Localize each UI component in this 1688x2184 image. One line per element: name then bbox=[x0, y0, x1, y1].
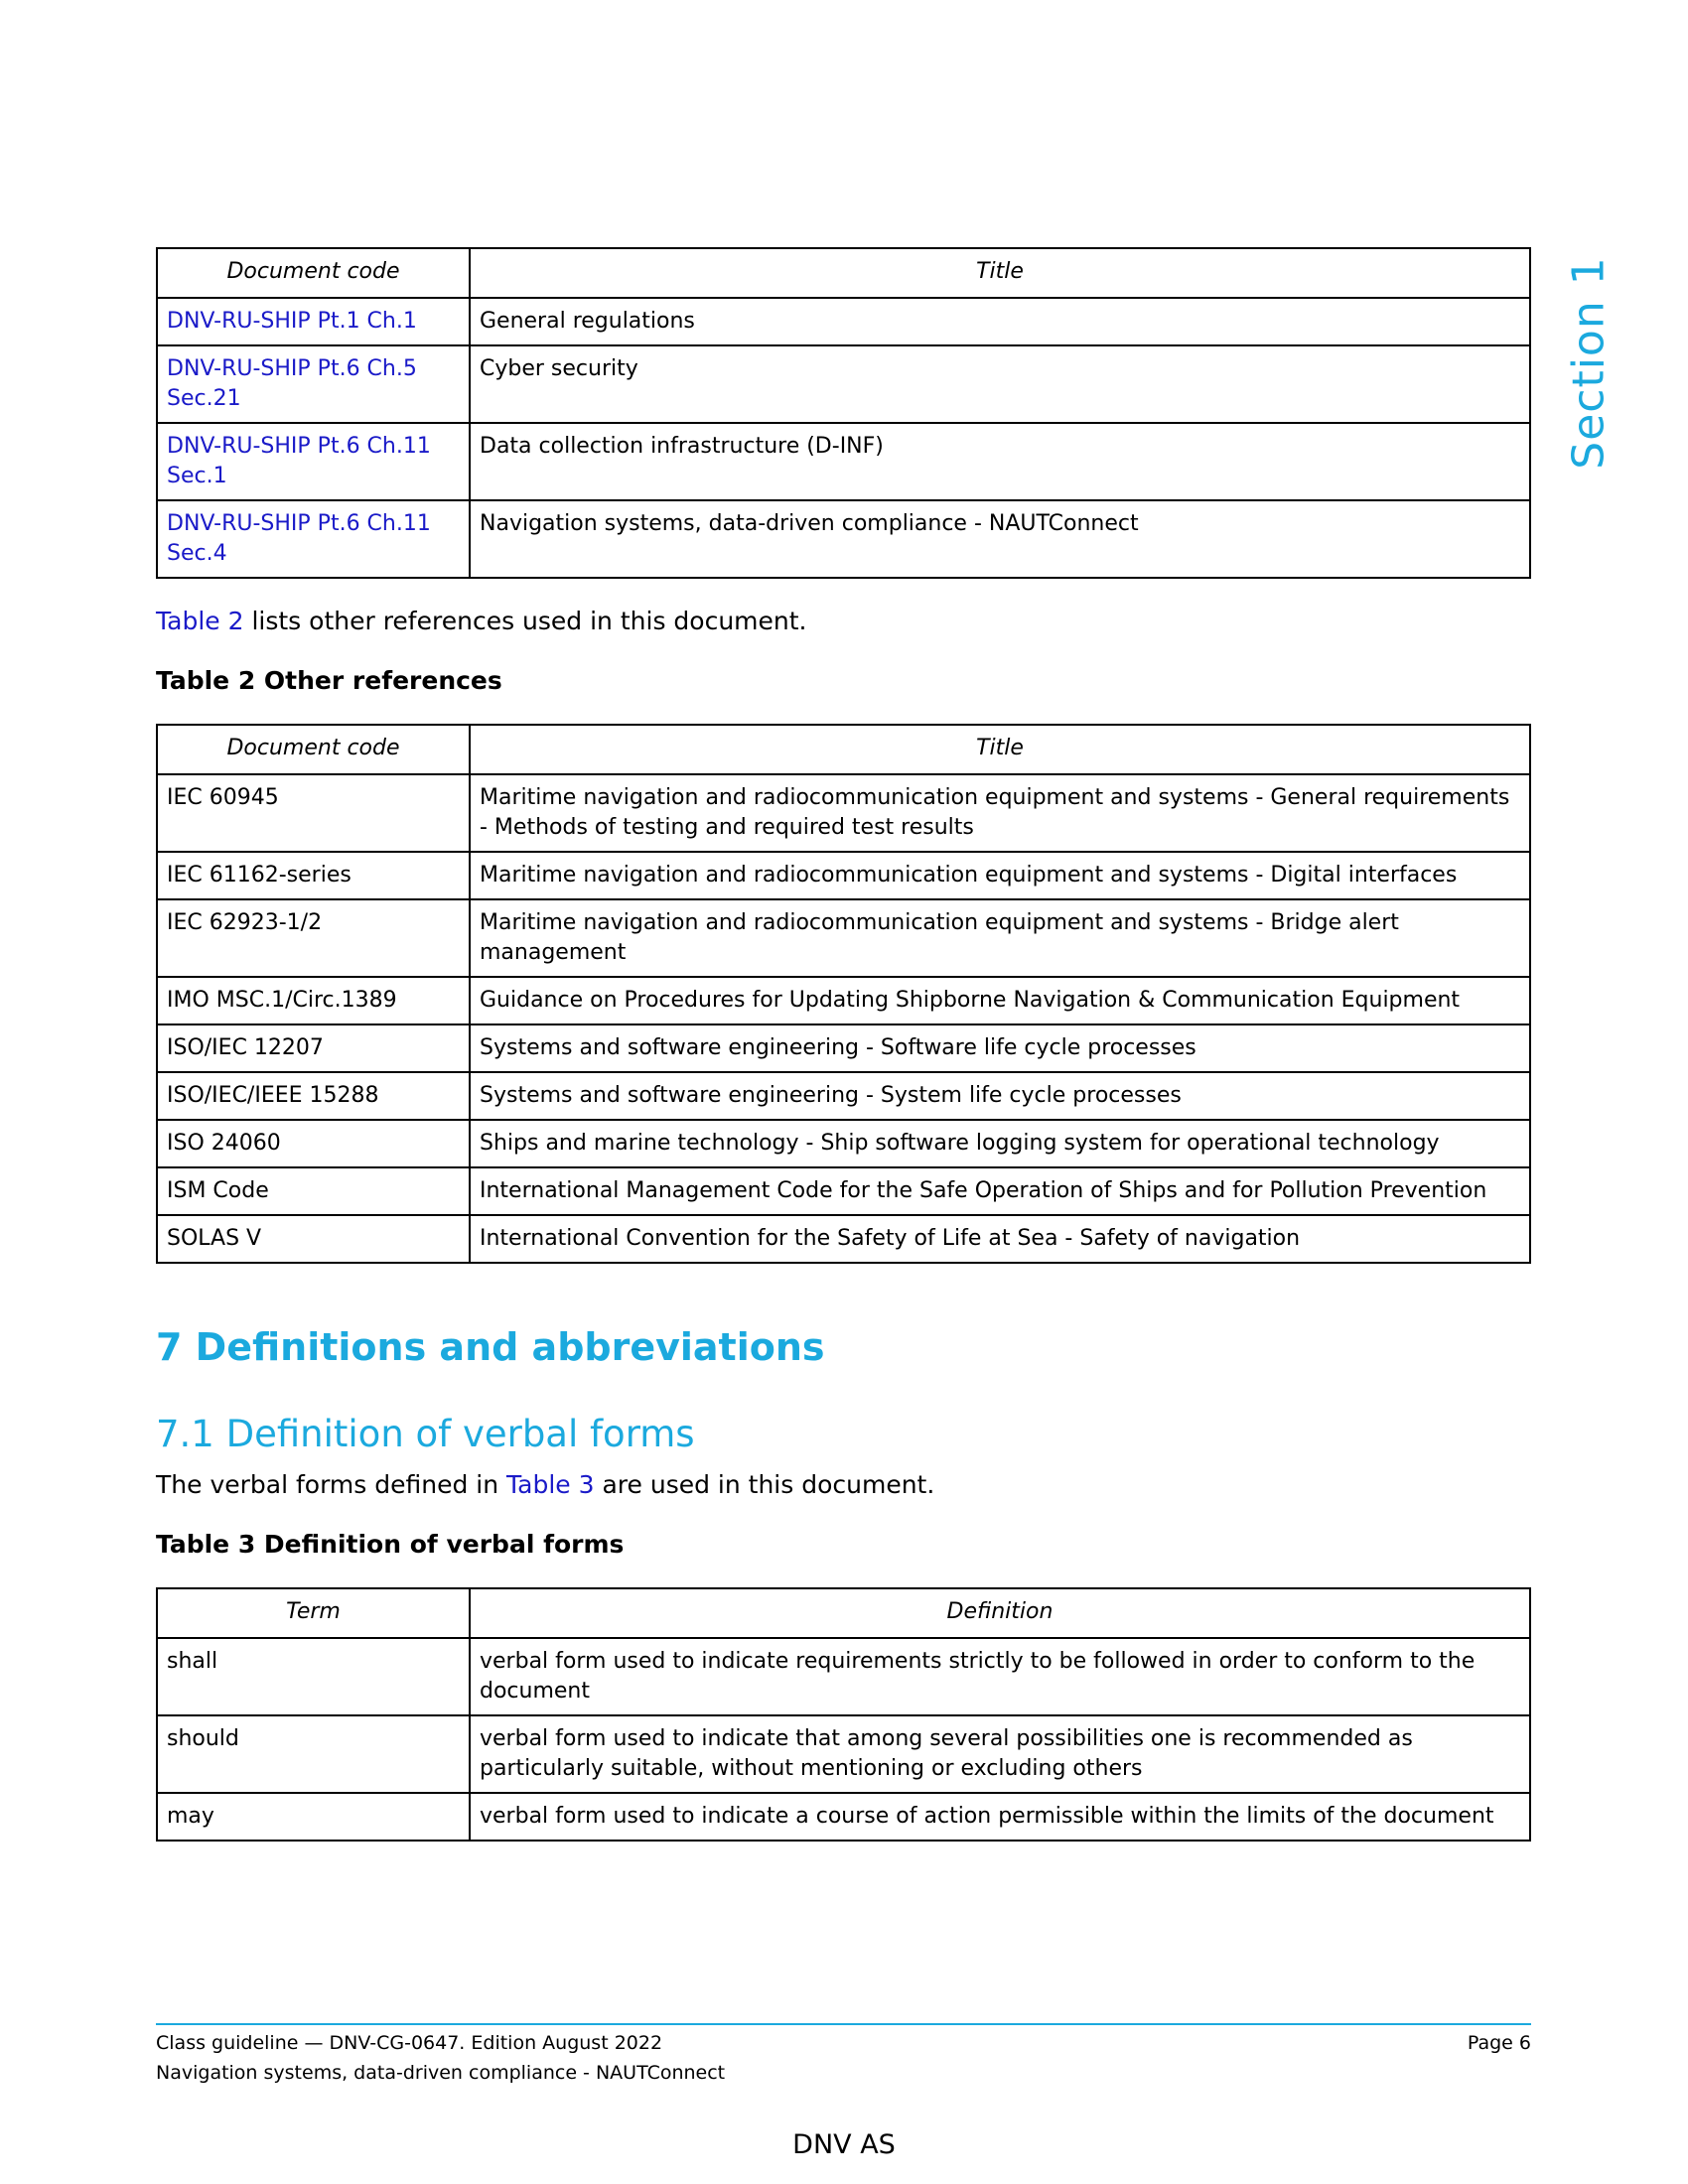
document-title: Maritime navigation and radiocommunication equipment and systems - Bridge alert management bbox=[470, 899, 1530, 977]
column-header-title: Title bbox=[470, 248, 1530, 298]
definition: verbal form used to indicate requirements strictly to be followed in order to conform to the document bbox=[470, 1638, 1530, 1715]
table-row bbox=[157, 1215, 1530, 1263]
document-title: International Management Code for the Safe Operation of Ships and for Pollution Prevention bbox=[470, 1167, 1530, 1215]
document-title: General regulations bbox=[470, 298, 1530, 345]
document-code-link[interactable]: DNV-RU-SHIP Pt.6 Ch.11 Sec.1 bbox=[157, 423, 470, 500]
column-header-code: Document code bbox=[157, 725, 470, 774]
other-references-table bbox=[156, 724, 1531, 1264]
company-name: DNV AS bbox=[792, 2129, 896, 2160]
table-row bbox=[157, 1793, 1530, 1841]
table-row bbox=[157, 298, 1530, 345]
table-header-row bbox=[157, 248, 1530, 298]
document-code: SOLAS V bbox=[157, 1215, 470, 1263]
document-title: Guidance on Procedures for Updating Shipborne Navigation & Communication Equipment bbox=[470, 977, 1530, 1024]
table-row bbox=[157, 852, 1530, 899]
table-row bbox=[157, 977, 1530, 1024]
document-title: Cyber security bbox=[470, 345, 1530, 423]
column-header-code: Document code bbox=[157, 248, 470, 298]
subsection-heading: 7.1 Definition of verbal forms bbox=[156, 1413, 695, 1455]
table-row bbox=[157, 1120, 1530, 1167]
document-code: ISO 24060 bbox=[157, 1120, 470, 1167]
document-code-link[interactable]: DNV-RU-SHIP Pt.6 Ch.11 Sec.4 bbox=[157, 500, 470, 578]
table2-link[interactable]: Table 2 bbox=[156, 607, 244, 635]
footer-divider bbox=[156, 2023, 1531, 2025]
section-heading: 7 Definitions and abbreviations bbox=[156, 1325, 825, 1369]
column-header-term: Term bbox=[157, 1588, 470, 1638]
footer-guideline: Class guideline — DNV-CG-0647. Edition August 2022 bbox=[156, 2032, 663, 2054]
column-header-definition: Definition bbox=[470, 1588, 1530, 1638]
table-row bbox=[157, 345, 1530, 423]
term: may bbox=[157, 1793, 470, 1841]
column-header-title: Title bbox=[470, 725, 1530, 774]
table2-caption: Table 2 Other references bbox=[156, 666, 502, 695]
definition: verbal form used to indicate a course of action permissible within the limits of the document bbox=[470, 1793, 1530, 1841]
document-code: ISO/IEC/IEEE 15288 bbox=[157, 1072, 470, 1120]
definition: verbal form used to indicate that among several possibilities one is recommended as particularly suitable, without mentioning or excluding others bbox=[470, 1715, 1530, 1793]
table-row bbox=[157, 500, 1530, 578]
table3-caption: Table 3 Definition of verbal forms bbox=[156, 1530, 625, 1559]
table-header-row bbox=[157, 725, 1530, 774]
document-code: IEC 62923-1/2 bbox=[157, 899, 470, 977]
document-title: International Convention for the Safety of Life at Sea - Safety of navigation bbox=[470, 1215, 1530, 1263]
document-title: Systems and software engineering - System life cycle processes bbox=[470, 1072, 1530, 1120]
document-code-link[interactable]: DNV-RU-SHIP Pt.6 Ch.5 Sec.21 bbox=[157, 345, 470, 423]
term: should bbox=[157, 1715, 470, 1793]
table-row bbox=[157, 1072, 1530, 1120]
footer-document-title: Navigation systems, data-driven compliance - NAUTConnect bbox=[156, 2062, 726, 2084]
document-code: IEC 61162-series bbox=[157, 852, 470, 899]
page-number: Page 6 bbox=[1467, 2032, 1531, 2054]
table-row bbox=[157, 423, 1530, 500]
document-title: Maritime navigation and radiocommunication equipment and systems - General requirements - Methods of testing and required test results bbox=[470, 774, 1530, 852]
footer-info bbox=[156, 2028, 725, 2088]
table-row bbox=[157, 1024, 1530, 1072]
document-code: IMO MSC.1/Circ.1389 bbox=[157, 977, 470, 1024]
document-title: Navigation systems, data-driven compliance - NAUTConnect bbox=[470, 500, 1530, 578]
table-row bbox=[157, 1715, 1530, 1793]
document-code: ISM Code bbox=[157, 1167, 470, 1215]
term: shall bbox=[157, 1638, 470, 1715]
section-label: Section 1 bbox=[1563, 255, 1615, 470]
references-table bbox=[156, 247, 1531, 579]
verbal-forms-table bbox=[156, 1587, 1531, 1842]
document-code-link[interactable]: DNV-RU-SHIP Pt.1 Ch.1 bbox=[157, 298, 470, 345]
document-code: IEC 60945 bbox=[157, 774, 470, 852]
document-code: ISO/IEC 12207 bbox=[157, 1024, 470, 1072]
table-row bbox=[157, 899, 1530, 977]
document-title: Ships and marine technology - Ship software logging system for operational technology bbox=[470, 1120, 1530, 1167]
table3-intro-paragraph: The verbal forms defined in Table 3 are used in this document. bbox=[156, 1470, 935, 1499]
table-header-row bbox=[157, 1588, 1530, 1638]
table-row bbox=[157, 1638, 1530, 1715]
table3-link[interactable]: Table 3 bbox=[506, 1470, 595, 1499]
table-row bbox=[157, 774, 1530, 852]
document-title: Maritime navigation and radiocommunication equipment and systems - Digital interfaces bbox=[470, 852, 1530, 899]
document-title: Systems and software engineering - Software life cycle processes bbox=[470, 1024, 1530, 1072]
table-row bbox=[157, 1167, 1530, 1215]
table2-intro-paragraph: Table 2 lists other references used in this document. bbox=[156, 607, 807, 635]
document-title: Data collection infrastructure (D-INF) bbox=[470, 423, 1530, 500]
